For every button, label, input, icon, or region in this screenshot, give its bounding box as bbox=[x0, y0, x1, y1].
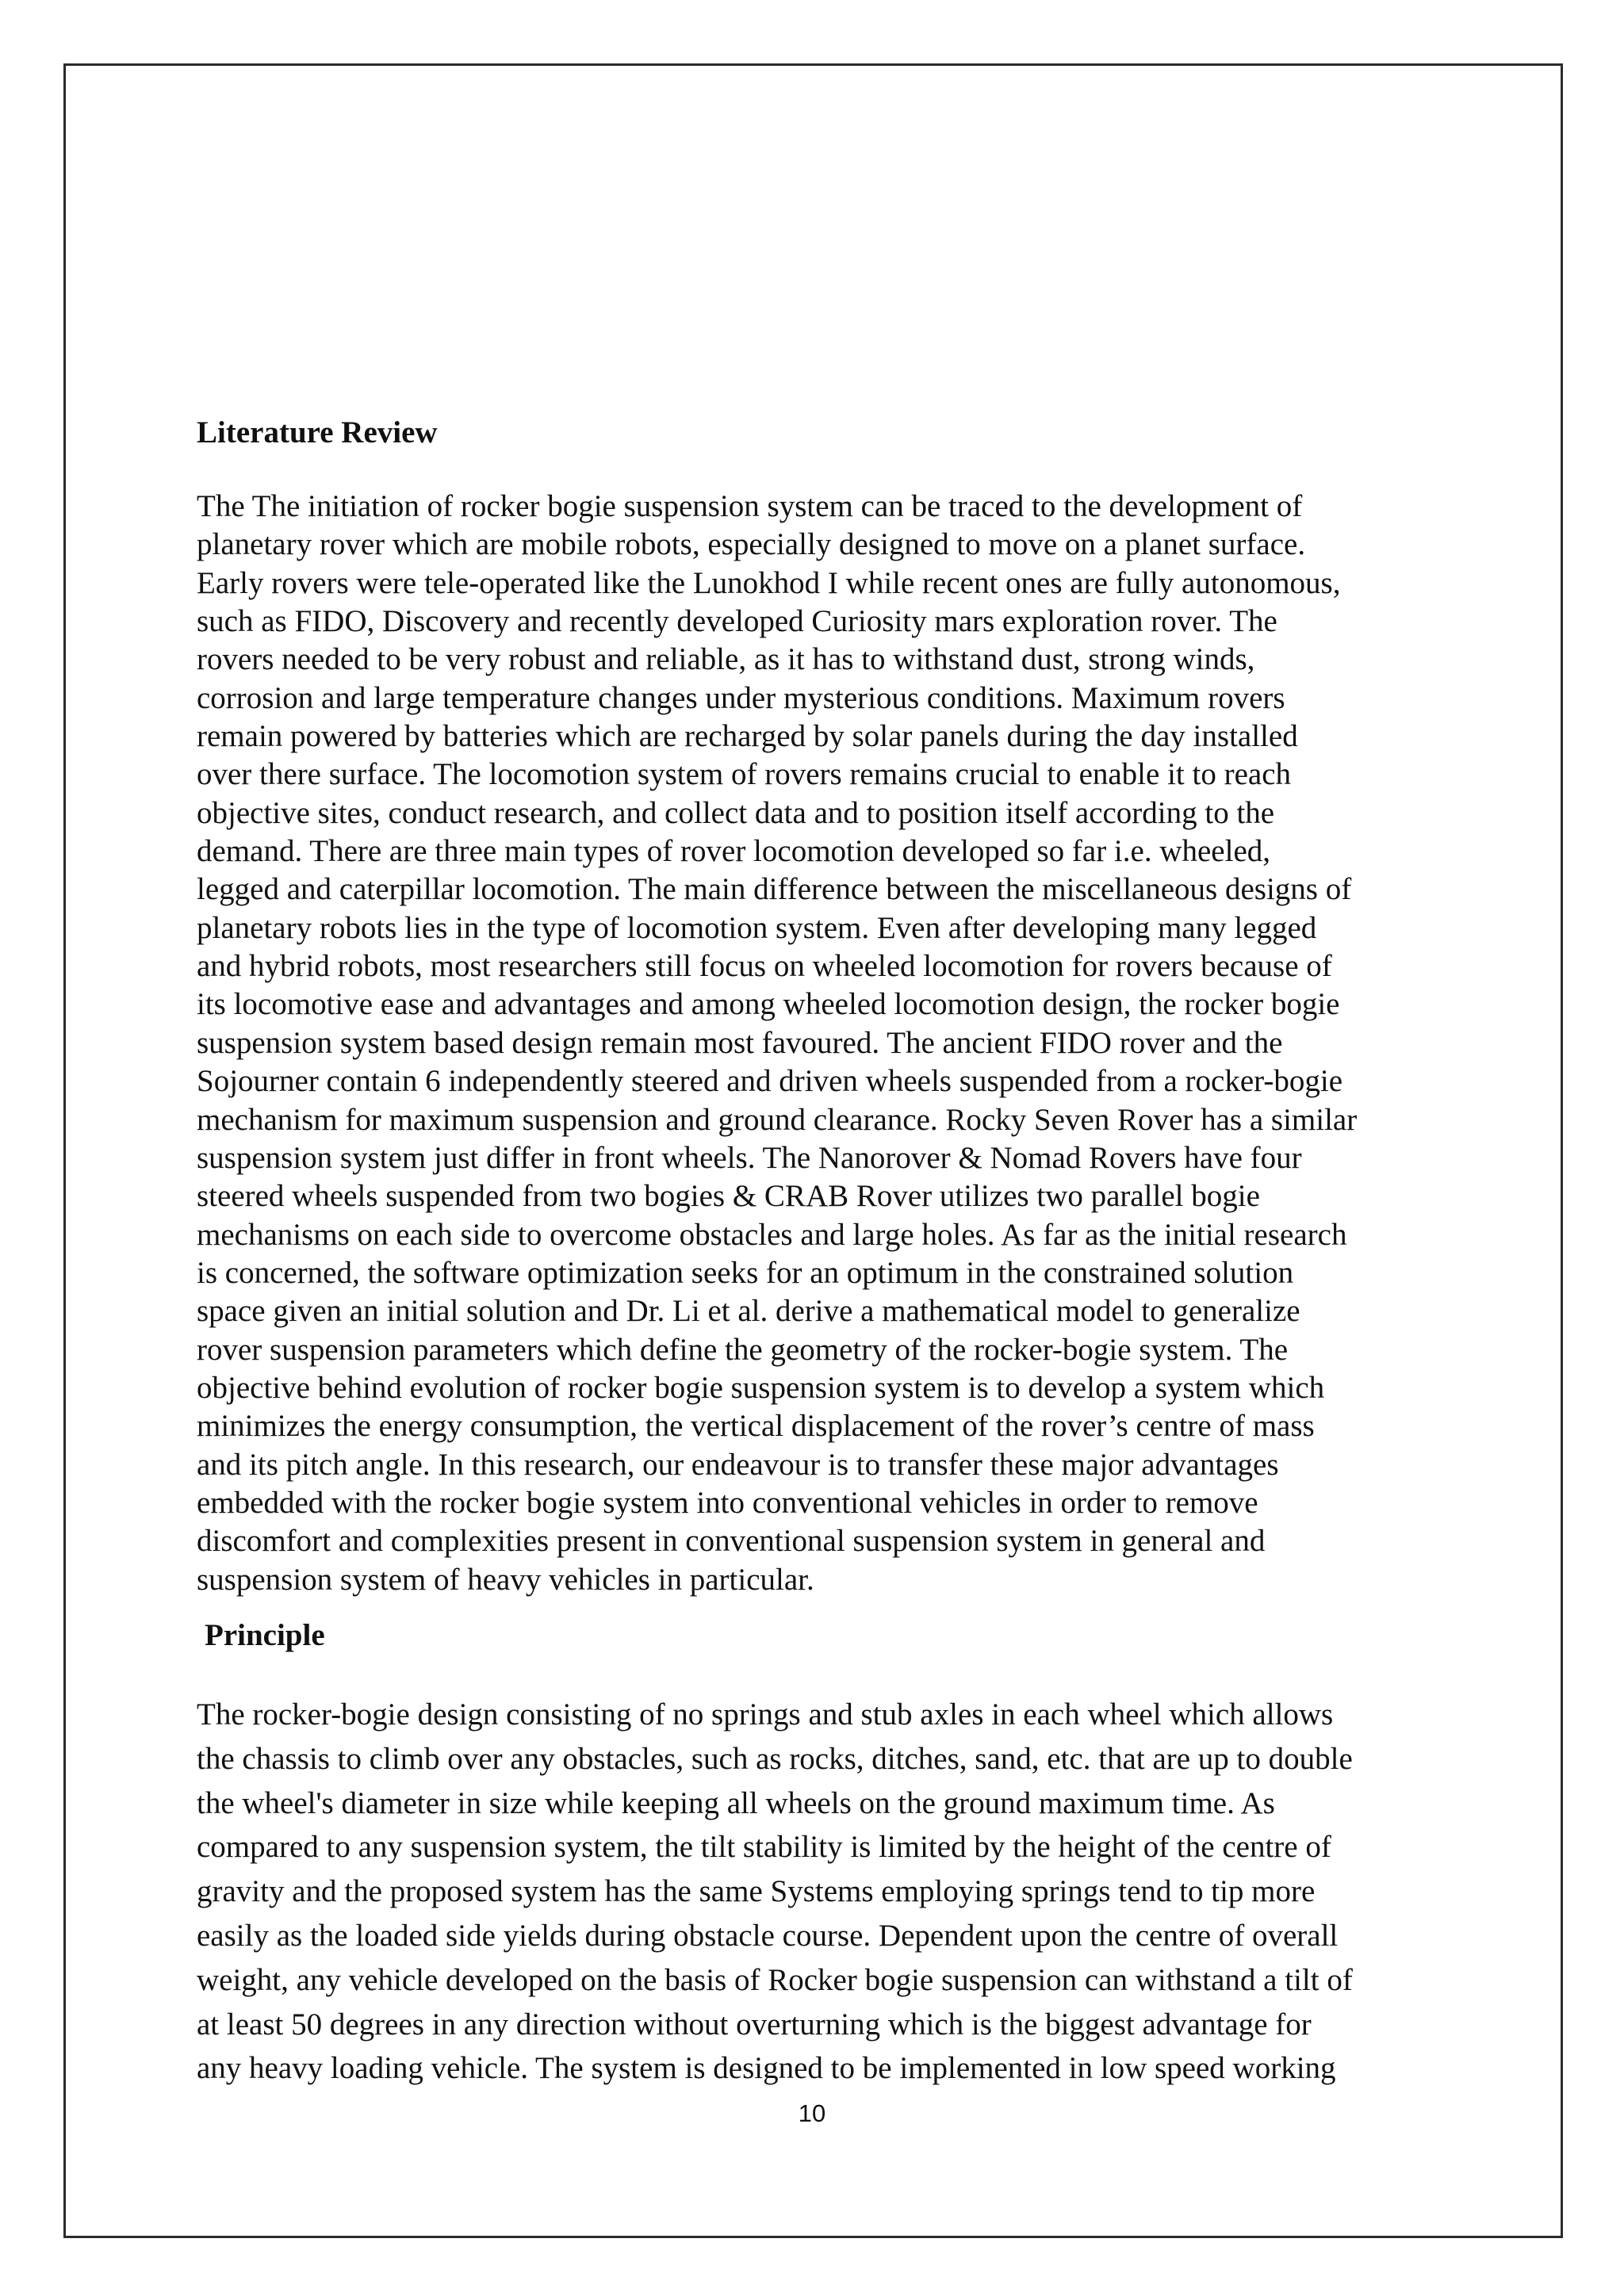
text-line: steered wheels suspended from two bogies & CRAB Rover utilizes two parallel bogie bbox=[197, 1179, 1260, 1214]
text-line: any heavy loading vehicle. The system is designed to be implemented in low speed working bbox=[197, 2051, 1336, 2086]
text-line: and its pitch angle. In this research, our endeavour is to transfer these major advantages bbox=[197, 1447, 1279, 1482]
text-line: mechanism for maximum suspension and ground clearance. Rocky Seven Rover has a similar bbox=[197, 1102, 1358, 1137]
text-line: Early rovers were tele-operated like the Lunokhod I while recent ones are fully autonomous, bbox=[197, 565, 1341, 600]
literature-review-paragraph bbox=[197, 488, 1357, 1599]
text-line: the wheel's diameter in size while keeping all wheels on the ground maximum time. As bbox=[197, 1785, 1275, 1820]
text-line: planetary rover which are mobile robots, especially designed to move on a planet surface. bbox=[197, 527, 1306, 562]
text-line: discomfort and complexities present in conventional suspension system in general and bbox=[197, 1524, 1266, 1559]
section-heading-literature-review: Literature Review bbox=[197, 415, 438, 450]
text-line: space given an initial solution and Dr. Li et al. derive a mathematical model to generalize bbox=[197, 1294, 1300, 1329]
text-line: suspension system of heavy vehicles in particular. bbox=[197, 1562, 814, 1597]
text-line: the chassis to climb over any obstacles, such as rocks, ditches, sand, etc. that are up to double bbox=[197, 1741, 1353, 1776]
text-line: weight, any vehicle developed on the basis of Rocker bogie suspension can withstand a tilt of bbox=[197, 1962, 1353, 1997]
text-line: and hybrid robots, most researchers still focus on wheeled locomotion for rovers because of bbox=[197, 949, 1332, 984]
text-line: The The initiation of rocker bogie suspension system can be traced to the development of bbox=[197, 489, 1303, 523]
text-line: Sojourner contain 6 independently steered and driven wheels suspended from a rocker-bogie bbox=[197, 1064, 1342, 1099]
text-line: suspension system based design remain most favoured. The ancient FIDO rover and the bbox=[197, 1025, 1283, 1060]
text-line: compared to any suspension system, the tilt stability is limited by the height of the centre of bbox=[197, 1830, 1331, 1865]
text-line: demand. There are three main types of rover locomotion developed so far i.e. wheeled, bbox=[197, 834, 1271, 869]
text-line: is concerned, the software optimization seeks for an optimum in the constrained solution bbox=[197, 1255, 1294, 1290]
text-line: minimizes the energy consumption, the vertical displacement of the rover’s centre of mass bbox=[197, 1409, 1315, 1444]
text-line: easily as the loaded side yields during obstacle course. Dependent upon the centre of overall bbox=[197, 1918, 1339, 1953]
text-line: embedded with the rocker bogie system into conventional vehicles in order to remove bbox=[197, 1485, 1258, 1520]
text-line: legged and caterpillar locomotion. The main difference between the miscellaneous designs of bbox=[197, 872, 1352, 907]
page-number: 10 bbox=[798, 2099, 826, 2127]
text-line: rovers needed to be very robust and reliable, as it has to withstand dust, strong winds, bbox=[197, 642, 1255, 677]
principle-paragraph bbox=[197, 1693, 1353, 2091]
text-line: remain powered by batteries which are recharged by solar panels during the day installed bbox=[197, 719, 1298, 754]
text-line: objective behind evolution of rocker bogie suspension system is to develop a system which bbox=[197, 1370, 1325, 1405]
text-line: objective sites, conduct research, and collect data and to position itself according to the bbox=[197, 795, 1275, 830]
text-line: The rocker-bogie design consisting of no springs and stub axles in each wheel which allows bbox=[197, 1697, 1334, 1732]
text-line: over there surface. The locomotion system of rovers remains crucial to enable it to reach bbox=[197, 757, 1292, 792]
text-line: planetary robots lies in the type of locomotion system. Even after developing many legged bbox=[197, 910, 1317, 945]
text-line: such as FIDO, Discovery and recently developed Curiosity mars exploration rover. The bbox=[197, 604, 1277, 639]
text-line: at least 50 degrees in any direction without overturning which is the biggest advantage for bbox=[197, 2007, 1312, 2042]
section-heading-principle: Principle bbox=[205, 1618, 325, 1652]
text-line: corrosion and large temperature changes under mysterious conditions. Maximum rovers bbox=[197, 680, 1285, 715]
text-line: gravity and the proposed system has the same Systems employing springs tend to tip more bbox=[197, 1874, 1316, 1909]
text-line: its locomotive ease and advantages and among wheeled locomotion design, the rocker bogie bbox=[197, 987, 1340, 1022]
text-line: rover suspension parameters which define the geometry of the rocker-bogie system. The bbox=[197, 1332, 1289, 1367]
text-line: suspension system just differ in front wheels. The Nanorover & Nomad Rovers have four bbox=[197, 1140, 1302, 1175]
text-line: mechanisms on each side to overcome obstacles and large holes. As far as the initial research bbox=[197, 1217, 1347, 1252]
